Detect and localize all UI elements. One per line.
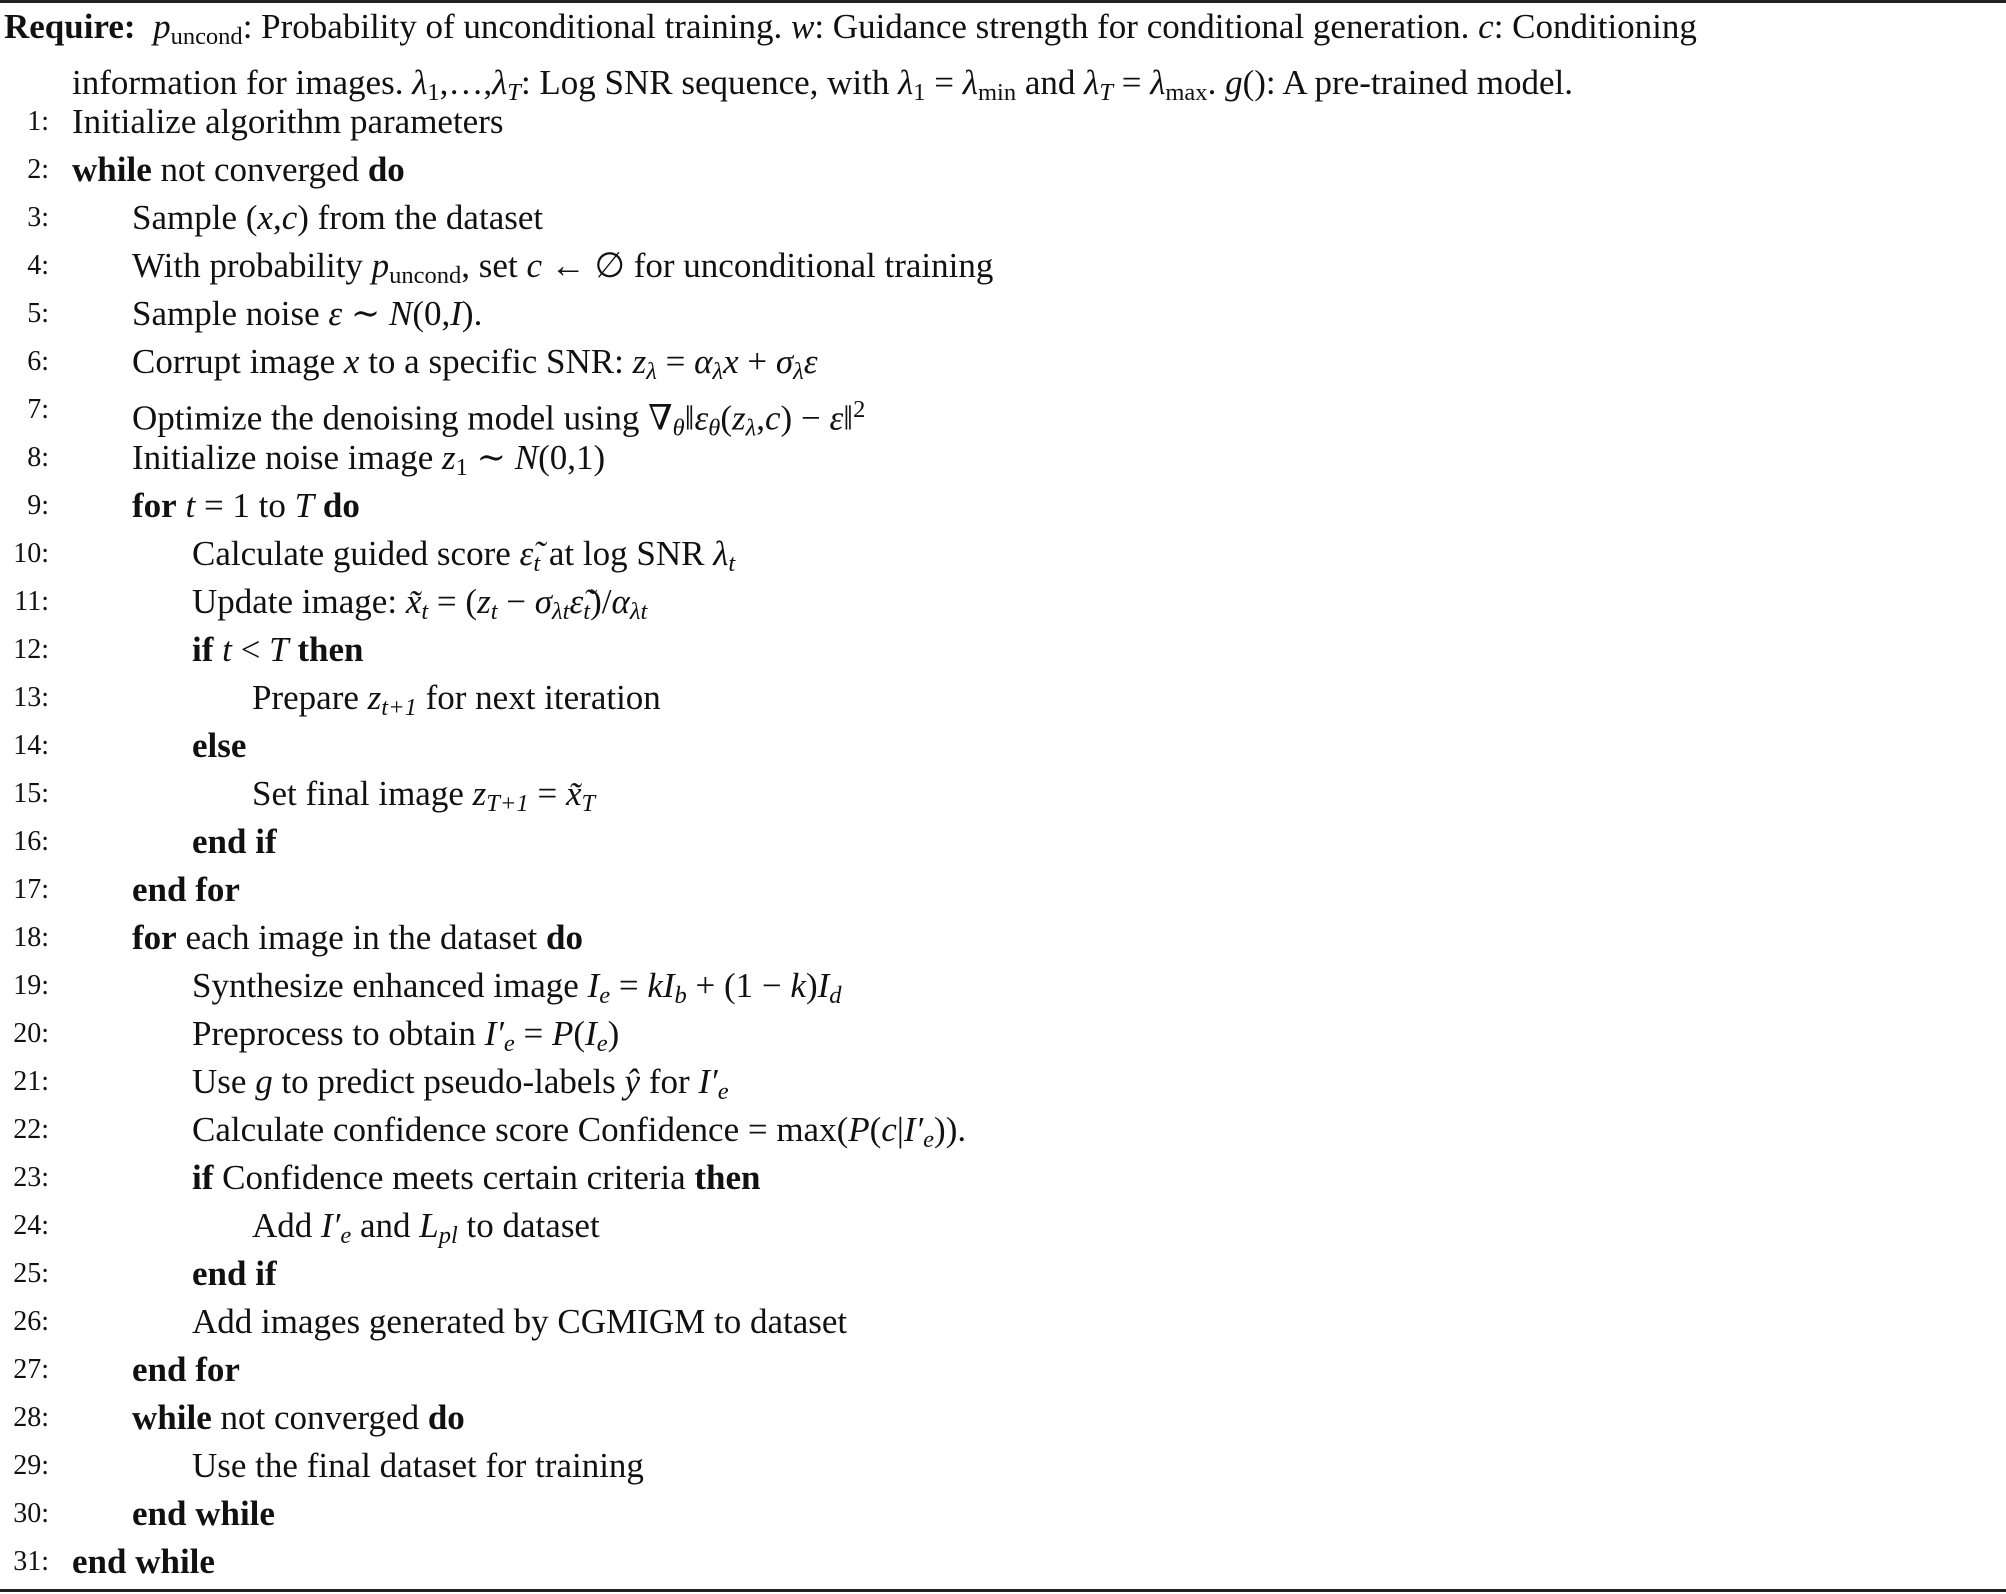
algo-line <box>0 1058 2006 1106</box>
algo-line <box>0 674 2006 722</box>
line-text: while not converged do <box>132 1398 465 1437</box>
keyword: do <box>427 1398 465 1437</box>
algo-line <box>0 1490 2006 1538</box>
line-text: Initialize noise image $z_1$ ∼ N(0,1) <box>132 438 606 482</box>
line-number: 28: <box>13 1402 49 1433</box>
algorithm-lines <box>0 98 2006 1586</box>
keyword: end if <box>192 822 277 861</box>
line-text: Sample noise ε ∼ N(0,I). <box>132 294 483 333</box>
line-text: Set final image zT+1 = x̃T <box>252 774 596 818</box>
line-text: Add I′e and Lpl to dataset <box>252 1206 600 1250</box>
algo-line <box>0 482 2006 530</box>
line-text: Use g to predict pseudo-labels ŷ for I′e <box>192 1062 729 1106</box>
algo-line <box>0 194 2006 242</box>
line-text: if Confidence meets certain criteria then <box>192 1158 761 1197</box>
line-text: Update image: x̃t = (zt − σλtε̃t)/αλt <box>192 582 648 626</box>
algo-line <box>0 434 2006 482</box>
algo-line <box>0 1154 2006 1202</box>
algo-line <box>0 1346 2006 1394</box>
line-text: for t = 1 to T do <box>132 486 360 525</box>
algo-line <box>0 722 2006 770</box>
line-number: 3: <box>27 202 49 233</box>
algo-line <box>0 386 2006 442</box>
line-number: 25: <box>13 1258 49 1289</box>
keyword: end while <box>72 1542 215 1581</box>
line-text: Preprocess to obtain I′e = P(Ie) <box>192 1014 620 1058</box>
line-number: 16: <box>13 826 49 857</box>
algorithm-require-block: Require: $p_{uncond}$: Probability of unconditional training. w: Guidance strength for conditional generation. c: Conditioning information for images. $\lambda_1,\dots,\lambda T$: Log SNR sequence, with $\lambda_1 = \lambda_{min}$ and $\lambda T = \lambda_{max}$. g(): A pre-trained model. <box>4 4 1999 116</box>
keyword: then <box>694 1158 761 1197</box>
algo-line <box>0 962 2006 1010</box>
algo-line <box>0 1106 2006 1154</box>
line-number: 10: <box>13 538 49 569</box>
line-text: Add images generated by CGMIGM to dataset <box>192 1302 848 1341</box>
line-number: 7: <box>27 394 49 425</box>
line-number: 17: <box>13 874 49 905</box>
line-text: Initialize algorithm parameters <box>72 102 504 141</box>
algo-line <box>0 98 2006 146</box>
line-number: 11: <box>14 586 49 617</box>
line-number: 20: <box>13 1018 49 1049</box>
keyword: do <box>322 486 360 525</box>
line-number: 15: <box>13 778 49 809</box>
algo-line <box>0 1202 2006 1250</box>
line-number: 21: <box>13 1066 49 1097</box>
algo-line <box>0 1298 2006 1346</box>
line-text: if t < T then <box>192 630 364 669</box>
line-number: 1: <box>27 106 49 137</box>
line-text: Corrupt image x to a specific SNR: zλ = αλx + σλε <box>132 342 818 386</box>
line-number: 12: <box>13 634 49 665</box>
line-number: 6: <box>27 346 49 377</box>
algo-line <box>0 818 2006 866</box>
line-text: Calculate confidence score Confidence = max(P(c|I′e)). <box>192 1110 967 1154</box>
line-text: Optimize the denoising model using ∇θ‖εθ(zλ,c) − ε‖$^2$ <box>132 396 866 442</box>
algo-line <box>0 914 2006 962</box>
require-continuation: information for images. $\lambda_1,\dots,\lambda T$: Log SNR sequence, with $\lambda_1 = \lambda_{min}$ and $\lambda T = \lambda_{max}$. g(): A pre-trained model. <box>72 63 1574 107</box>
line-number: 14: <box>13 730 49 761</box>
line-number: 5: <box>27 298 49 329</box>
algo-line <box>0 1538 2006 1586</box>
algo-line <box>0 1010 2006 1058</box>
line-text: for each image in the dataset do <box>132 918 583 957</box>
line-number: 9: <box>27 490 49 521</box>
line-number: 26: <box>13 1306 49 1337</box>
algo-line <box>0 242 2006 290</box>
top-rule <box>0 0 2006 3</box>
line-number: 19: <box>13 970 49 1001</box>
keyword: do <box>367 150 405 189</box>
line-number: 8: <box>27 442 49 473</box>
keyword: do <box>545 918 583 957</box>
keyword: while <box>72 150 152 189</box>
line-number: 30: <box>13 1498 49 1529</box>
keyword: end for <box>132 870 240 909</box>
keyword: for <box>132 918 177 957</box>
line-number: 29: <box>13 1450 49 1481</box>
line-number: 24: <box>13 1210 49 1241</box>
algo-line <box>0 866 2006 914</box>
keyword: if <box>192 1158 214 1197</box>
keyword: end for <box>132 1350 240 1389</box>
algo-line <box>0 1442 2006 1490</box>
keyword: else <box>192 726 247 765</box>
keyword: then <box>297 630 364 669</box>
keyword: end while <box>132 1494 275 1533</box>
algo-line <box>0 626 2006 674</box>
line-number: 13: <box>13 682 49 713</box>
line-text: Prepare zt+1 for next iteration <box>252 678 661 722</box>
line-text: while not converged do <box>72 150 405 189</box>
line-number: 2: <box>27 154 49 185</box>
line-text: Calculate guided score ε̃t at log SNR λt <box>192 534 736 578</box>
algo-line <box>0 290 2006 338</box>
algo-line <box>0 146 2006 194</box>
algo-line <box>0 1250 2006 1298</box>
keyword: while <box>132 1398 212 1437</box>
line-text: With probability $p_{uncond}$, set c ← ∅ for unconditional training <box>132 246 994 290</box>
line-number: 18: <box>13 922 49 953</box>
line-number: 4: <box>27 250 49 281</box>
keyword: if <box>192 630 214 669</box>
keyword: end if <box>192 1254 277 1293</box>
algo-line <box>0 530 2006 578</box>
algo-line <box>0 770 2006 818</box>
algo-line <box>0 338 2006 386</box>
line-number: 22: <box>13 1114 49 1145</box>
algo-line <box>0 1394 2006 1442</box>
line-text: Sample (x,c) from the dataset <box>132 198 544 237</box>
keyword: for <box>132 486 177 525</box>
line-number: 23: <box>13 1162 49 1193</box>
bottom-rule <box>0 1589 2006 1592</box>
require-label: Require: <box>4 7 136 46</box>
line-number: 27: <box>13 1354 49 1385</box>
line-text: Use the final dataset for training <box>192 1446 644 1485</box>
line-text: Synthesize enhanced image Ie = kIb + (1 − k)Id <box>192 966 842 1010</box>
algo-line <box>0 578 2006 626</box>
line-number: 31: <box>13 1546 49 1577</box>
